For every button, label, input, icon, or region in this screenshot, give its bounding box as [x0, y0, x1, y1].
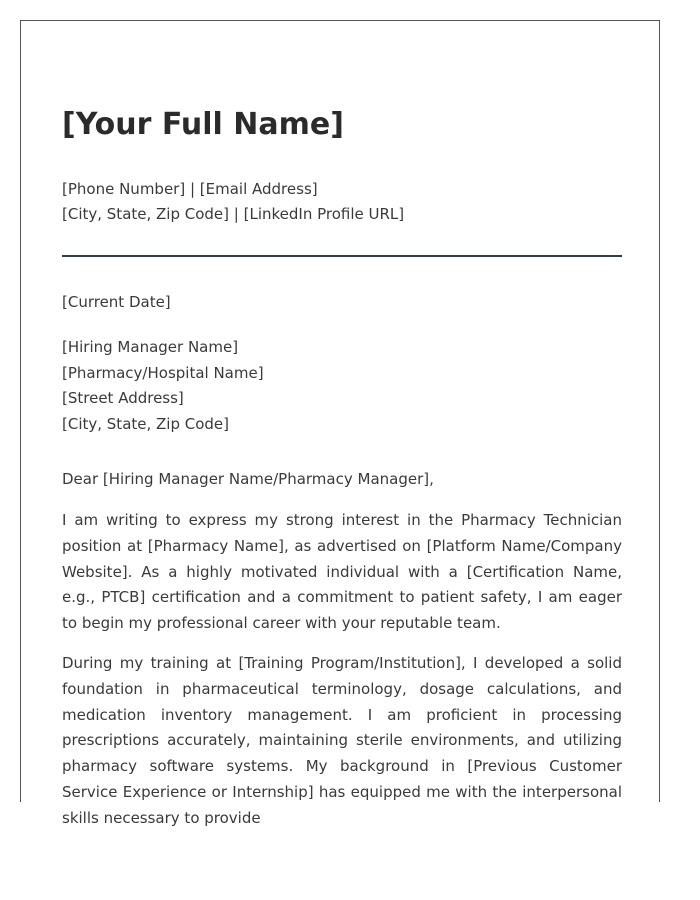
body-paragraph-1: I am writing to express my strong interest in the Pharmacy Technician position at [Pharmacy Name], as advertised on [Platform Name/Company Website]. As a highly motivated individual with a [Certification Name, e.g., PTCB] certification and a commitment to patient safety, I am eager to begin my professional career with your reputable team. — [62, 511, 622, 633]
contact-info — [62, 177, 404, 227]
recipient-city-state-zip: [City, State, Zip Code] — [62, 414, 230, 433]
body-paragraph-2: During my training at [Training Program/Institution], I developed a solid foundation in pharmaceutical terminology, dosage calculations, and medication inventory management. I am proficient in processing prescriptions accurately, maintaining sterile environments, and utilizing pharmacy software systems. My background in [Previous Customer Service Experience or Internship] has equipped me with the interpersonal skills necessary to provide — [62, 654, 622, 827]
recipient-address — [62, 335, 264, 437]
recipient-name: [Hiring Manager Name] — [62, 338, 239, 356]
contact-line-phone-email: [Phone Number] | [Email Address] — [62, 180, 318, 198]
header-divider — [62, 255, 622, 257]
applicant-name: [Your Full Name] — [62, 107, 344, 142]
recipient-organization: [Pharmacy/Hospital Name] — [62, 363, 264, 382]
letter-date: [Current Date] — [62, 293, 171, 311]
letter-page — [20, 20, 660, 827]
recipient-street: [Street Address] — [62, 389, 184, 407]
salutation: Dear [Hiring Manager Name/Pharmacy Manager], — [62, 470, 434, 488]
contact-line-location-linkedin: [City, State, Zip Code] | [LinkedIn Profile URL] — [62, 205, 405, 223]
